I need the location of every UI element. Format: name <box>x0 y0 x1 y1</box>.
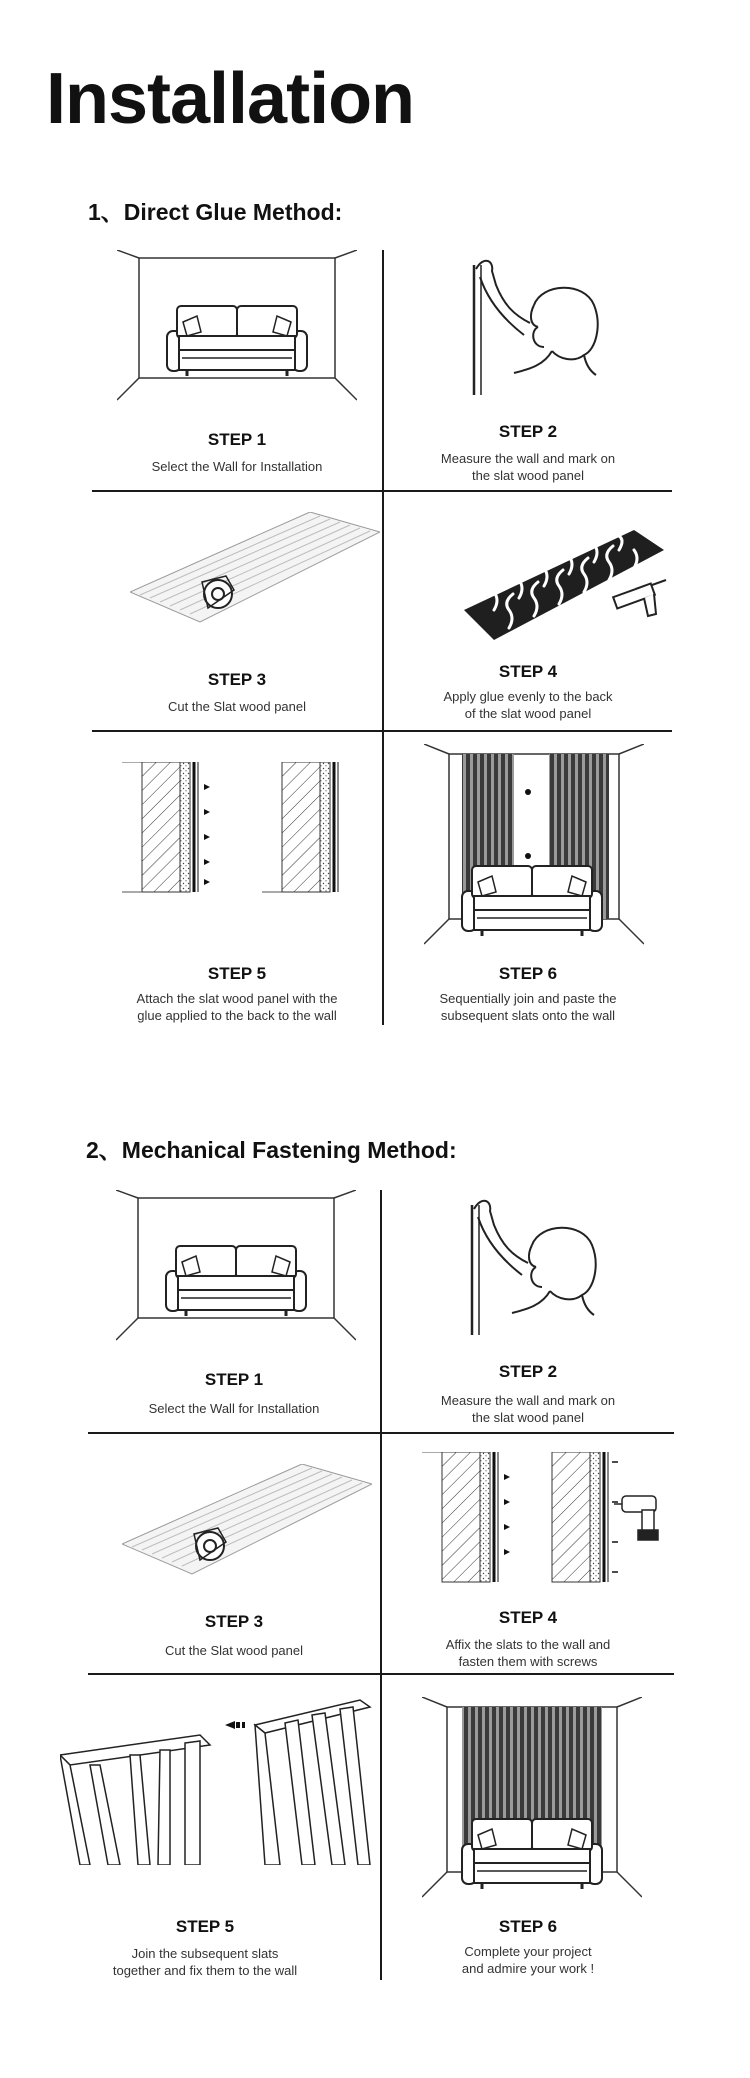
glue-gun-panel-icon <box>464 530 674 645</box>
saw-panel-icon <box>122 1464 372 1579</box>
step-label: STEP 3 <box>207 670 267 689</box>
method-2-title: 2、Mechanical Fastening Method: <box>86 1137 457 1163</box>
method-2-step-1 <box>88 1190 380 1432</box>
joining-slats-icon <box>60 1695 380 1865</box>
step-label: STEP 5 <box>175 1917 235 1936</box>
step-description: Measure the wall and mark on the slat wood panel <box>440 451 616 483</box>
step-description: Select the Wall for Installation <box>151 459 323 474</box>
saw-panel-icon <box>130 512 380 627</box>
step-description: Affix the slats to the wall and fasten them with screws <box>445 1637 611 1669</box>
step-label: STEP 2 <box>498 422 558 441</box>
method-2-step-2 <box>382 1190 674 1432</box>
step-description: Attach the slat wood panel with the glue applied to the back to the wall <box>136 991 338 1023</box>
method-2-step-5 <box>60 1675 380 1980</box>
step-label: STEP 1 <box>207 430 267 449</box>
method-2-step-6 <box>382 1675 674 1980</box>
room-sofa-icon <box>117 250 357 410</box>
step-label: STEP 2 <box>498 1362 558 1381</box>
step-description: Join the subsequent slats together and fix them to the wall <box>112 1946 298 1978</box>
step-description: Measure the wall and mark on the slat wood panel <box>440 1393 616 1425</box>
step-label: STEP 6 <box>498 1917 558 1936</box>
wall-section-icon <box>122 762 362 932</box>
step-description: Sequentially join and paste the subsequent slats onto the wall <box>439 991 617 1023</box>
method-1-step-6 <box>384 732 672 1025</box>
step-description: Complete your project and admire your work ! <box>461 1944 595 1976</box>
room-sofa-icon <box>116 1190 356 1350</box>
wall-section-drill-icon <box>422 1452 672 1602</box>
method-1-step-3 <box>92 492 382 730</box>
step-label: STEP 1 <box>204 1370 264 1389</box>
step-description: Cut the Slat wood panel <box>167 699 307 714</box>
method-1-step-2 <box>384 250 672 490</box>
step-label: STEP 3 <box>204 1612 264 1631</box>
slat-wall-room-icon <box>424 744 644 954</box>
step-label: STEP 4 <box>498 1608 558 1627</box>
step-label: STEP 5 <box>207 964 267 983</box>
method-1-step-4 <box>384 492 672 730</box>
page-title: Installation <box>46 59 415 139</box>
measure-person-icon <box>434 255 614 405</box>
method-1-step-5 <box>92 732 382 1025</box>
step-description: Select the Wall for Installation <box>148 1401 320 1416</box>
step-label: STEP 6 <box>498 964 558 983</box>
step-description: Cut the Slat wood panel <box>164 1643 304 1658</box>
measure-person-icon <box>432 1195 612 1345</box>
method-1-title: 1、Direct Glue Method: <box>88 199 343 225</box>
step-description: Apply glue evenly to the back of the slat wood panel <box>443 689 613 721</box>
method-1-step-1 <box>92 250 382 490</box>
method-2-step-3 <box>88 1434 380 1673</box>
method-2-step-4 <box>382 1434 674 1673</box>
finished-slat-wall-icon <box>422 1697 642 1907</box>
step-label: STEP 4 <box>498 662 558 681</box>
